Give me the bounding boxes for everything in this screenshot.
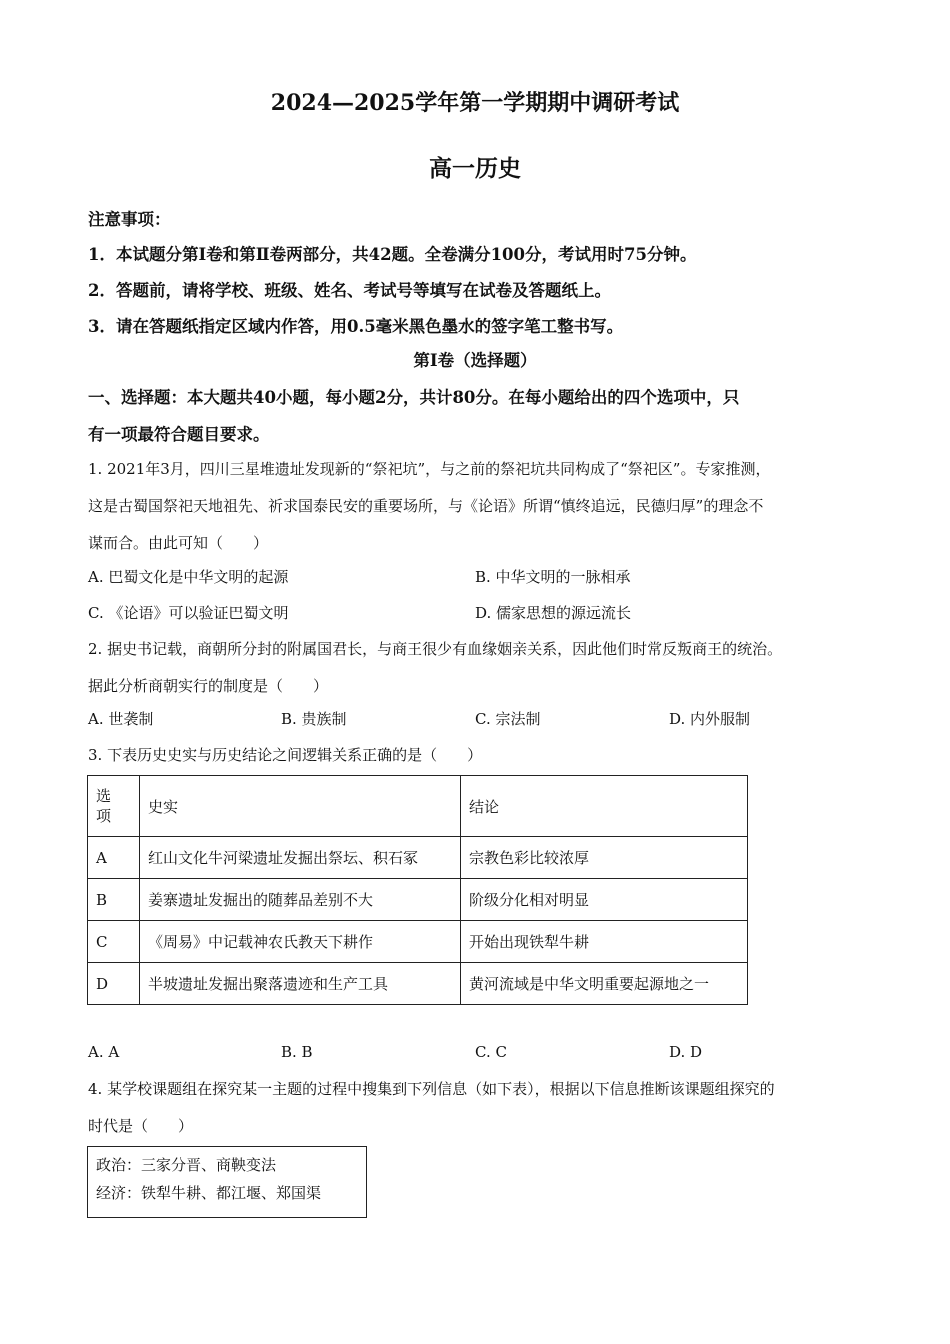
answer-option[interactable]: B. B	[281, 1043, 313, 1061]
answer-option[interactable]: C. C	[475, 1043, 507, 1061]
notice-item: 3．请在答题纸指定区域内作答，用0.5毫米黑色墨水的签字笔工整书写。	[88, 317, 624, 336]
table-cell: 阶级分化相对明显	[461, 879, 748, 921]
answer-option[interactable]: D. 儒家思想的源远流长	[475, 604, 632, 622]
info-line: 经济：铁犁牛耕、都江堰、郑国渠	[96, 1184, 322, 1202]
table-cell: 姜寨遗址发掘出的随葬品差别不大	[140, 879, 461, 921]
info-box	[87, 1146, 367, 1218]
section-instruction: 一、选择题：本大题共40小题，每小题2分，共计80分。在每小题给出的四个选项中，只	[88, 388, 740, 407]
question-stem: 时代是（ ）	[88, 1117, 194, 1135]
section-instruction: 有一项最符合题目要求。	[88, 425, 270, 444]
notice-item: 2．答题前，请将学校、班级、姓名、考试号等填写在试卷及答题纸上。	[88, 281, 611, 300]
notice-heading: 注意事项：	[88, 210, 171, 229]
answer-option[interactable]: B. 中华文明的一脉相承	[475, 568, 631, 586]
table-cell: 开始出现铁犁牛耕	[461, 921, 748, 963]
question-stem: 1. 2021年3月，四川三星堆遗址发现新的“祭祀坑”，与之前的祭祀坑共同构成了“祭祀区”。专家推测，	[88, 460, 771, 478]
table-header-cell: 史实	[140, 776, 461, 837]
answer-option[interactable]: A. A	[88, 1043, 120, 1061]
answer-option[interactable]: C. 宗法制	[475, 710, 541, 728]
notice-item: 1．本试题分第Ⅰ卷和第Ⅱ卷两部分，共42题。全卷满分100分，考试用时75分钟。	[88, 245, 697, 264]
exam-title: 2024—2025学年第一学期期中调研考试	[270, 90, 680, 116]
table-cell: 宗教色彩比较浓厚	[461, 837, 748, 879]
answer-option[interactable]: D. 内外服制	[669, 710, 751, 728]
section-title: 第Ⅰ卷（选择题）	[413, 351, 537, 370]
table-cell: 黄河流域是中华文明重要起源地之一	[461, 963, 748, 1005]
question-stem: 4. 某学校课题组在探究某一主题的过程中搜集到下列信息（如下表），根据以下信息推断该课题组探究的	[88, 1080, 775, 1098]
answer-option[interactable]: C. 《论语》可以验证巴蜀文明	[88, 604, 289, 622]
question-stem: 3. 下表历史史实与历史结论之间逻辑关系正确的是（ ）	[88, 746, 483, 764]
answer-option[interactable]: A. 巴蜀文化是中华文明的起源	[88, 568, 289, 586]
answer-option[interactable]: B. 贵族制	[281, 710, 347, 728]
table-header-cell: 结论	[461, 776, 748, 837]
table-header-row	[88, 776, 748, 837]
table-cell: A	[88, 837, 140, 879]
question-stem: 谋而合。由此可知（ ）	[88, 534, 269, 552]
table-cell: 半坡遗址发掘出聚落遗迹和生产工具	[140, 963, 461, 1005]
table-row	[88, 837, 748, 879]
table-row	[88, 921, 748, 963]
question-stem: 2. 据史书记载，商朝所分封的附属国君长，与商王很少有血缘姻亲关系，因此他们时常反叛商王的统治。	[88, 640, 783, 658]
info-line: 政治：三家分晋、商鞅变法	[96, 1156, 277, 1174]
table-row	[88, 963, 748, 1005]
table-cell: D	[88, 963, 140, 1005]
answer-option[interactable]: D. D	[669, 1043, 703, 1061]
table-cell: C	[88, 921, 140, 963]
table-row	[88, 879, 748, 921]
table-cell: B	[88, 879, 140, 921]
answer-option[interactable]: A. 世袭制	[88, 710, 154, 728]
question-stem: 这是古蜀国祭祀天地祖先、祈求国泰民安的重要场所，与《论语》所谓“慎终追远，民德归厚”的理念不	[88, 497, 764, 515]
facts-conclusions-table	[87, 775, 748, 1005]
table-cell: 红山文化牛河梁遗址发掘出祭坛、积石冢	[140, 837, 461, 879]
question-stem: 据此分析商朝实行的制度是（ ）	[88, 677, 329, 695]
subject-title: 高一历史	[429, 155, 521, 182]
table-cell: 《周易》中记载神农氏教天下耕作	[140, 921, 461, 963]
table-header-cell: 选 项	[88, 776, 140, 837]
